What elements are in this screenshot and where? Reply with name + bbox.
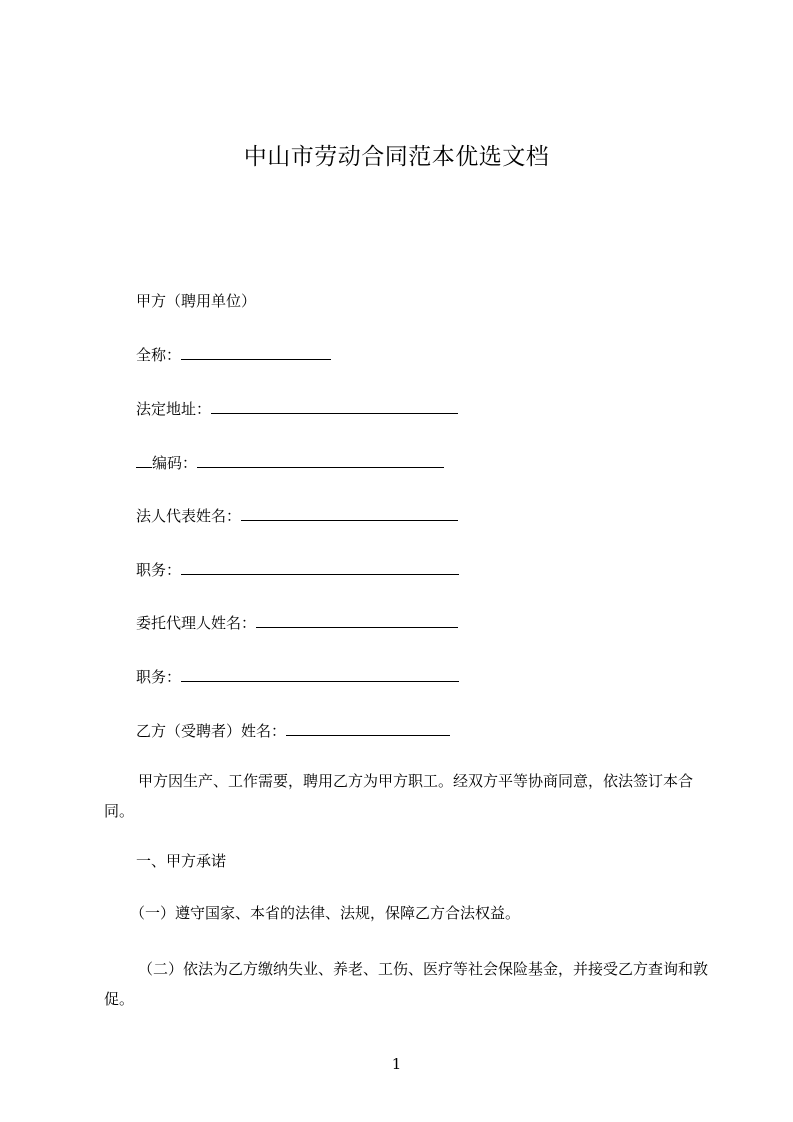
document-title: 中山市劳动合同范本优选文档 [243,144,550,170]
agent-title-blank [181,667,459,682]
page-number: 1 [391,1055,402,1073]
legal-address-label: 法定地址： [136,400,212,418]
legal-rep-name-label: 法人代表姓名： [136,507,242,525]
party-b-name-blank [286,721,450,736]
agent-name-field [136,612,458,634]
agent-name-blank [256,613,458,628]
agent-name-label: 委托代理人姓名： [136,614,257,632]
legal-rep-title-label: 职务： [136,561,182,579]
intro-paragraph: 甲方因生产、工作需要，聘用乙方为甲方职工。经双方平等协商同意，依法签订本合同。 [104,772,694,820]
clause-1: （一）遵守国家、本省的法律、法规，保障乙方合法权益。 [130,904,521,922]
legal-address-blank [211,399,458,414]
section-1-heading: 一、甲方承诺 [136,852,227,870]
full-name-field [136,344,331,366]
postcode-label: 编码： [152,454,198,472]
party-b-name-field [136,720,450,742]
agent-title-label: 职务： [136,668,182,686]
full-name-blank [181,345,331,360]
legal-address-field [136,398,458,420]
legal-rep-title-field [136,559,459,581]
party-b-name-label: 乙方（受聘者）姓名： [136,722,287,740]
postcode-prefix-blank [136,453,152,468]
postcode-field [136,452,444,474]
legal-rep-title-blank [181,560,459,575]
party-a-heading: 甲方（聘用单位） [136,292,257,310]
legal-rep-name-blank [241,506,458,521]
postcode-blank [197,453,444,468]
full-name-label: 全称： [136,346,182,364]
agent-title-field [136,666,459,688]
legal-rep-name-field [136,505,458,527]
clause-2: （二）依法为乙方缴纳失业、养老、工伤、医疗等社会保险基金，并接受乙方查询和敦促。 [104,960,709,1008]
